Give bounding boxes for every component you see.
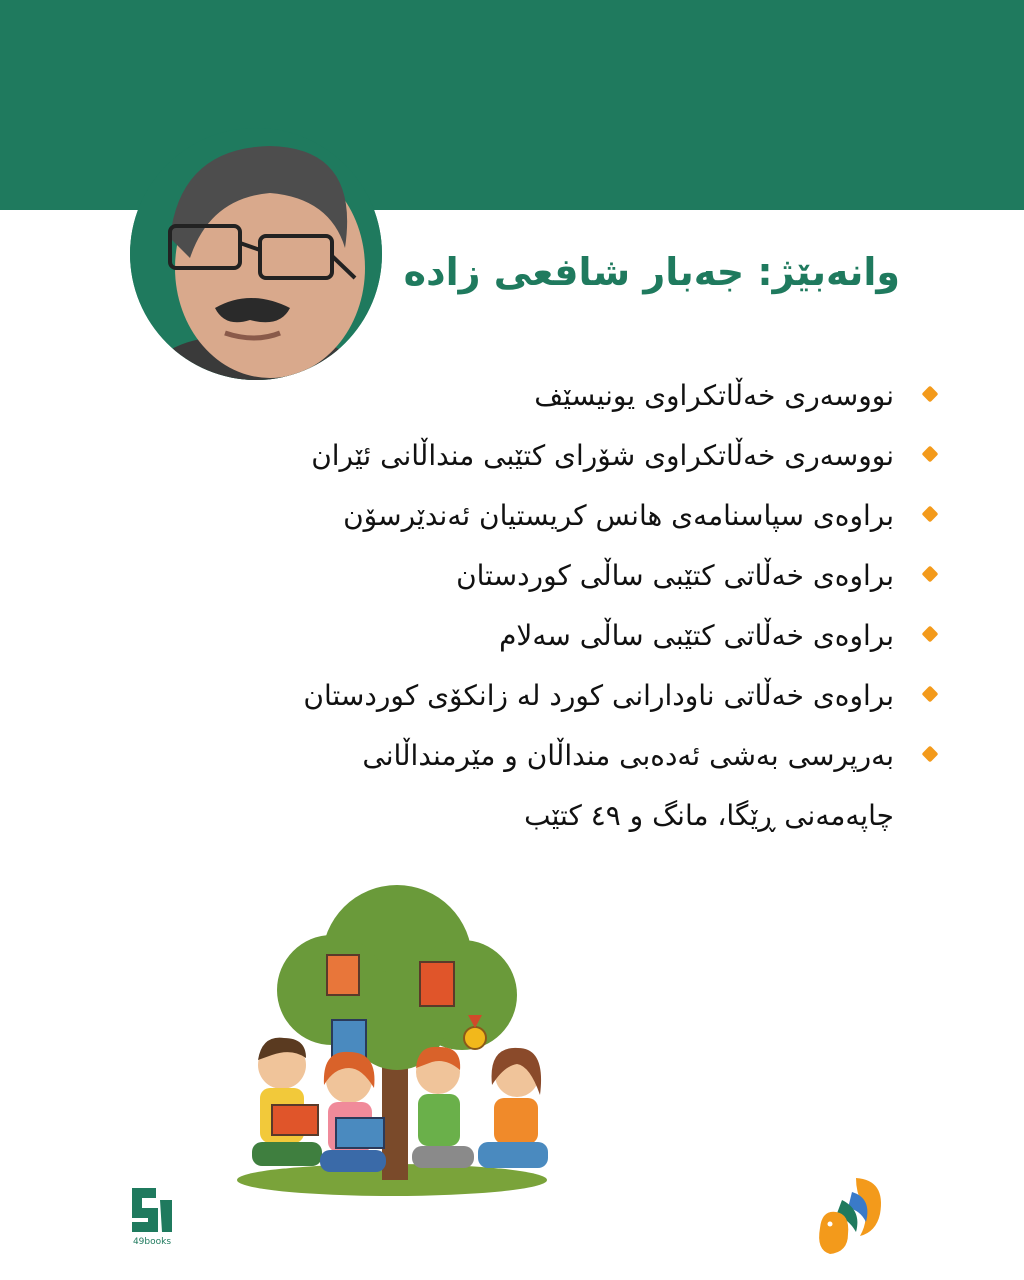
speaker-heading: وانەبێژ: جەبار شافعی زادە	[403, 250, 900, 294]
list-item	[256, 726, 936, 846]
list-item-text: براوەی خەڵاتی کتێبی ساڵی سەلام	[499, 619, 894, 652]
orange-diamond-bullet-icon	[922, 626, 939, 643]
list-item	[256, 546, 936, 606]
list-item-text: نووسەری خەڵاتکراوی یونیسێف	[534, 379, 894, 412]
squirrel-logo-icon	[812, 1170, 886, 1260]
orange-diamond-bullet-icon	[922, 566, 939, 583]
logo-text: 49books	[132, 1237, 172, 1247]
orange-diamond-bullet-icon	[922, 746, 939, 763]
49books-logo-icon	[124, 1180, 180, 1250]
list-item-text: براوەی سپاسنامەی هانس کریستیان ئەندێرسۆن	[343, 499, 894, 532]
children-reading-under-tree-illustration	[232, 880, 562, 1200]
list-item	[256, 426, 936, 486]
list-item-text: بەرپرسی بەشی ئەدەبی منداڵان و مێرمنداڵانی چاپەمەنی ڕێگا، مانگ و ٤٩ کتێب	[362, 739, 894, 832]
orange-diamond-bullet-icon	[922, 506, 939, 523]
orange-diamond-bullet-icon	[922, 446, 939, 463]
list-item-text: نووسەری خەڵاتکراوی شۆرای کتێبی منداڵانی ئێران	[311, 439, 894, 472]
list-item	[256, 366, 936, 426]
list-item-text: براوەی خەڵاتی ناودارانی کورد لە زانکۆی کوردستان	[303, 679, 894, 712]
orange-diamond-bullet-icon	[922, 386, 939, 403]
list-item	[256, 666, 936, 726]
list-item-text: براوەی خەڵاتی کتێبی ساڵی کوردستان	[456, 559, 894, 592]
orange-diamond-bullet-icon	[922, 686, 939, 703]
list-item	[256, 606, 936, 666]
achievements-list	[256, 366, 936, 846]
list-item	[256, 486, 936, 546]
speaker-portrait	[130, 128, 382, 380]
